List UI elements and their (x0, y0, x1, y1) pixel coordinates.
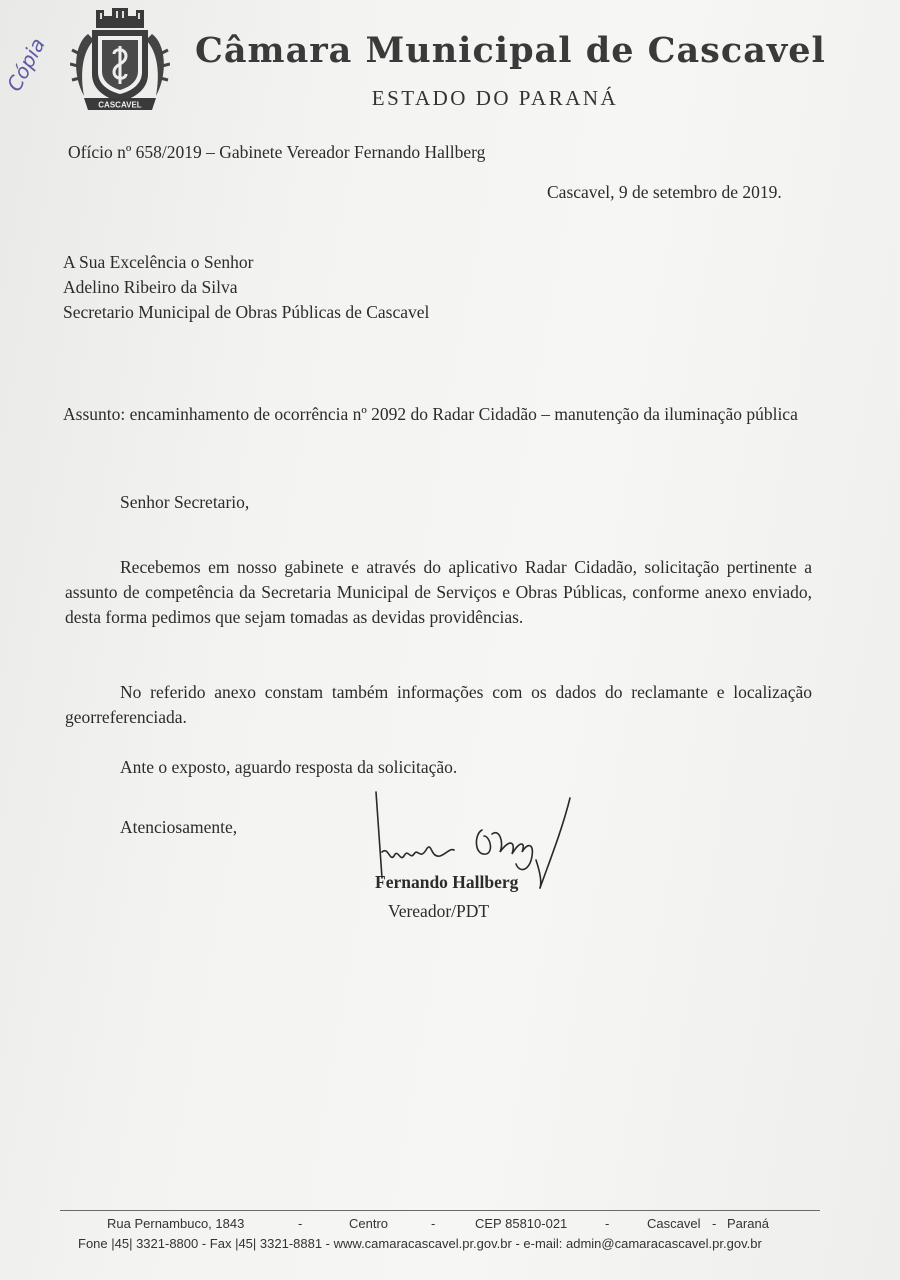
recipient-block (63, 250, 429, 325)
footer-address (107, 1216, 807, 1234)
place-date: Cascavel, 9 de setembro de 2019. (547, 182, 782, 202)
recipient-line: Adelino Ribeiro da Silva (63, 277, 238, 297)
footer-divider (60, 1210, 820, 1211)
footer-separator: - (298, 1216, 303, 1231)
city-crest-logo (70, 4, 170, 116)
body-paragraph: Ante o exposto, aguardo resposta da solicitação. (120, 757, 458, 777)
signer-role: Vereador/PDT (388, 901, 490, 921)
letterhead-subtitle: ESTADO DO PARANÁ (371, 86, 619, 110)
recipient-line: A Sua Excelência o Senhor (63, 252, 254, 272)
footer-separator: - (431, 1216, 436, 1231)
body-paragraph: No referido anexo constam também informações com os dados do reclamante e localização georreferenciada. (65, 682, 812, 727)
salutation: Senhor Secretario, (120, 492, 250, 512)
footer-separator: - (605, 1216, 610, 1231)
letter-reference: Ofício nº 658/2019 – Gabinete Vereador Fernando Hallberg (68, 142, 486, 162)
footer-city: Cascavel (647, 1216, 701, 1231)
letterhead-title: Câmara Municipal de Cascavel (195, 30, 826, 71)
signer-name: Fernando Hallberg (375, 872, 519, 892)
body-paragraph: Recebemos em nosso gabinete e através do aplicativo Radar Cidadão, solicitação pertinente a assunto de competência da Secretaria Municipal de Serviços e Obras Públicas, conforme anexo enviado, desta forma pedimos que sejam tomadas as devidas providências. (65, 557, 812, 627)
handwritten-copy-note: Cópia (2, 33, 50, 96)
recipient-line: Secretario Municipal de Obras Públicas de Cascavel (63, 302, 430, 322)
footer-state: Paraná (727, 1216, 769, 1231)
footer-contacts: Fone |45| 3321-8800 - Fax |45| 3321-8881 - www.camaracascavel.pr.gov.br - e-mail: admin@camaracascavel.pr.gov.br (78, 1236, 762, 1251)
crest-banner-text: CASCAVEL (98, 100, 142, 110)
closing: Atenciosamente, (120, 817, 238, 837)
footer-street: Rua Pernambuco, 1843 (107, 1216, 245, 1231)
subject-line: Assunto: encaminhamento de ocorrência nº 2092 do Radar Cidadão – manutenção da iluminação pública (63, 404, 798, 424)
footer-district: Centro (349, 1216, 389, 1231)
footer-separator: - (712, 1216, 717, 1231)
footer-postal-code: CEP 85810-021 (475, 1216, 568, 1231)
